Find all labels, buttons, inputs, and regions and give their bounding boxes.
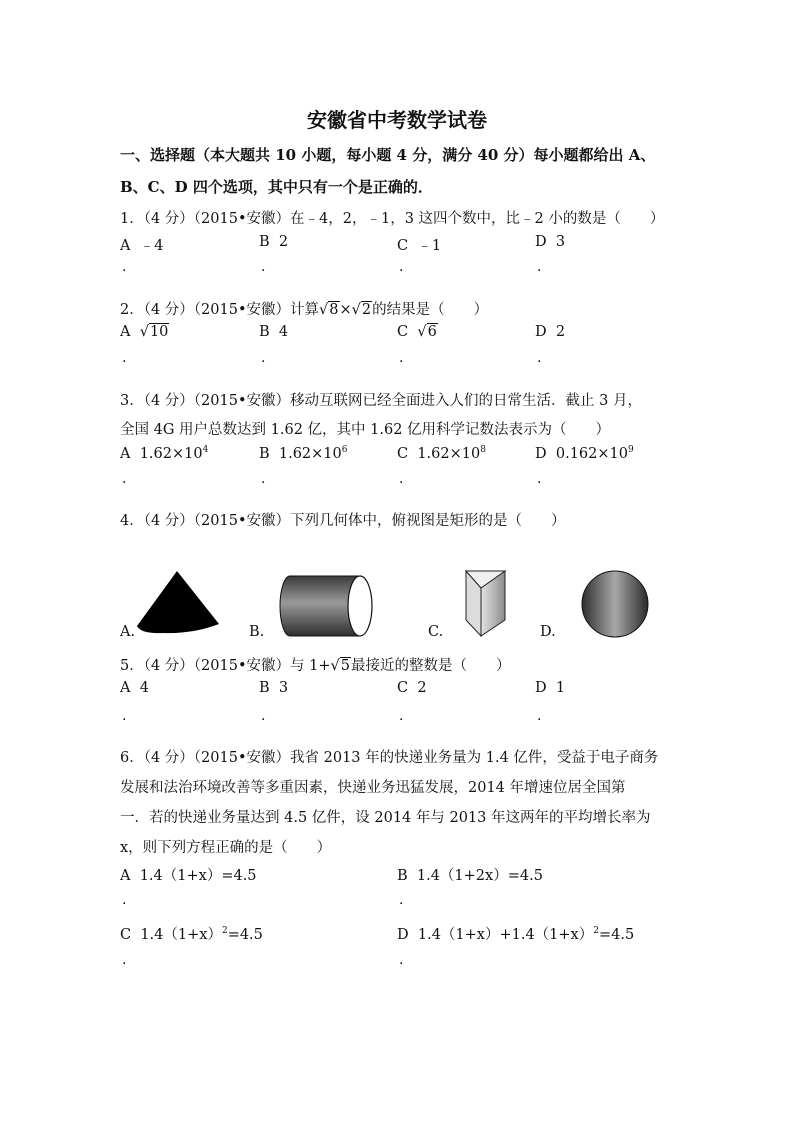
option-dot: .: [261, 259, 266, 275]
option-letter: C: [397, 324, 409, 340]
sphere-figure: [580, 570, 650, 638]
section-heading-line2: B、C、D 四个选项，其中只有一个是正确的．: [120, 178, 433, 196]
radicand: 6: [427, 324, 437, 340]
option-text: ﹣1: [417, 238, 442, 254]
option-dot: .: [122, 708, 127, 724]
cylinder-figure: [278, 574, 376, 638]
option-text: 1.4（1+2x）=4.5: [416, 868, 543, 884]
q4-figure-label-d: D.: [540, 624, 556, 640]
option-letter: B: [259, 324, 270, 340]
sqrt-5: √5: [330, 658, 350, 674]
option-letter: B: [259, 680, 270, 696]
option-letter: D: [535, 446, 547, 462]
option-letter: C: [397, 238, 409, 254]
option-base: 1.4（1+x）: [140, 927, 222, 943]
option-dot: .: [122, 259, 127, 275]
q5-option-b: [259, 680, 288, 696]
option-text: 2: [417, 680, 427, 696]
option-dot: .: [537, 350, 542, 366]
option-dot: .: [122, 350, 127, 366]
q1-option-a: [120, 234, 163, 255]
option-letter: A: [120, 868, 131, 884]
option-base: 1.4（1+x）+1.4（1+x）: [417, 927, 594, 943]
q5-option-a: [120, 680, 149, 696]
option-dot: .: [122, 952, 127, 968]
question-3-stem-line2: 全国 4G 用户总数达到 1.62 亿，其中 1.62 亿用科学记数法表示为（ ）: [120, 422, 611, 438]
cone-figure: [133, 568, 223, 640]
stem-text: 5．（4 分）（2015•安徽）与 1+: [120, 658, 331, 674]
q4-figure-label-c: C.: [428, 624, 444, 640]
option-dot: .: [399, 708, 404, 724]
option-letter: C: [397, 680, 409, 696]
option-letter: D: [397, 927, 409, 943]
option-exponent: 8: [480, 445, 486, 455]
stem-text: 最接近的整数是（ ）: [350, 658, 511, 674]
option-dot: .: [399, 892, 404, 908]
option-text: 2: [555, 324, 566, 340]
option-exponent: 2: [593, 926, 599, 936]
radicand: 5: [340, 658, 350, 674]
q6-option-a: [120, 864, 257, 885]
question-6-stem-line4: x，则下列方程正确的是（ ）: [120, 840, 332, 856]
option-dot: .: [537, 471, 542, 487]
triangular-prism-figure: [463, 568, 509, 640]
option-base: 0.162×10: [555, 446, 628, 462]
option-dot: .: [122, 471, 127, 487]
question-1-stem: 1．（4 分）（2015•安徽）在﹣4，2，﹣1，3 这四个数中，比﹣2 小的数是（ ）: [120, 211, 665, 227]
option-text: 1.4（1+x）=4.5: [139, 868, 257, 884]
option-tail: =4.5: [227, 927, 263, 943]
q3-option-a: [120, 445, 208, 462]
question-3-stem-line1: 3．（4 分）（2015•安徽）移动互联网已经全面进入人们的日常生活．截止 3 月，: [120, 393, 642, 409]
q3-option-c: [397, 445, 486, 462]
option-dot: .: [399, 471, 404, 487]
q4-figure-label-b: B.: [249, 624, 265, 640]
option-letter: B: [259, 234, 270, 250]
option-dot: .: [261, 708, 266, 724]
option-dot: .: [261, 350, 266, 366]
option-text: ﹣4: [139, 238, 164, 254]
question-2-stem: [120, 298, 488, 319]
option-letter: B: [259, 446, 270, 462]
option-letter: C: [120, 927, 132, 943]
option-letter: B: [397, 868, 408, 884]
q3-option-d: [535, 445, 634, 462]
option-text: 4: [139, 680, 149, 696]
option-text: 3: [555, 234, 566, 250]
option-dot: .: [261, 471, 266, 487]
option-text: 1: [555, 680, 566, 696]
option-letter: A: [120, 238, 131, 254]
stem-text: 2．（4 分）（2015•安徽）计算: [120, 302, 320, 318]
q3-option-b: [259, 445, 348, 462]
page-title: 安徽省中考数学试卷: [307, 108, 487, 132]
question-5-stem: [120, 654, 510, 675]
option-dot: .: [399, 350, 404, 366]
times-sign: ×: [339, 302, 352, 318]
option-letter: D: [535, 324, 547, 340]
option-letter: A: [120, 680, 131, 696]
option-text: 2: [278, 234, 289, 250]
section-heading-line1: 一、选择题（本大题共 10 小题，每小题 4 分，满分 40 分）每小题都给出 A、: [120, 146, 656, 164]
option-dot: .: [537, 259, 542, 275]
q5-option-c: [397, 680, 427, 696]
option-dot: .: [399, 259, 404, 275]
option-letter: A: [120, 324, 131, 340]
option-exponent: 6: [341, 445, 348, 455]
sqrt-2: √2: [351, 302, 372, 318]
q2-option-a: [120, 324, 169, 340]
option-exponent: 9: [627, 445, 634, 455]
option-dot: .: [399, 952, 404, 968]
radicand: 10: [149, 324, 169, 340]
q2-option-b: [259, 324, 288, 340]
sqrt-8: √8: [319, 302, 339, 318]
option-base: 1.62×10: [278, 446, 342, 462]
q5-option-d: [535, 680, 565, 696]
option-text: 4: [278, 324, 289, 340]
option-exponent: 2: [221, 926, 228, 936]
q1-option-d: [535, 234, 565, 250]
option-text: 3: [278, 680, 289, 696]
option-letter: A: [120, 446, 131, 462]
option-letter: D: [535, 680, 547, 696]
question-4-stem: 4．（4 分）（2015•安徽）下列几何体中，俯视图是矩形的是（ ）: [120, 513, 566, 529]
radicand: 2: [361, 302, 372, 318]
q1-option-b: [259, 234, 288, 250]
option-base: 1.62×10: [417, 446, 481, 462]
radicand: 8: [329, 302, 339, 318]
q2-option-d: [535, 324, 565, 340]
option-letter: D: [535, 234, 547, 250]
option-dot: .: [122, 892, 127, 908]
q6-option-b: [397, 864, 543, 885]
option-exponent: 4: [202, 445, 209, 455]
q6-option-d: [397, 923, 634, 944]
option-dot: .: [537, 708, 542, 724]
q4-figure-label-a: A.: [120, 624, 136, 640]
option-base: 1.62×10: [139, 446, 203, 462]
sqrt-6: √6: [417, 324, 437, 340]
q2-option-c: [397, 324, 438, 340]
q6-option-c: [120, 923, 263, 944]
question-6-stem-line2: 发展和法治环境改善等多重因素，快递业务迅猛发展，2014 年增速位居全国第: [120, 780, 626, 796]
sqrt-10: √10: [139, 324, 169, 340]
question-6-stem-line1: 6．（4 分）（2015•安徽）我省 2013 年的快递业务量为 1.4 亿件，受益于电子商务: [120, 750, 659, 766]
option-letter: C: [397, 446, 409, 462]
question-6-stem-line3: 一．若的快递业务量达到 4.5 亿件，设 2014 年与 2013 年这两年的平均增长率为: [120, 810, 651, 826]
q1-option-c: [397, 234, 441, 255]
option-tail: =4.5: [598, 927, 635, 943]
stem-text: 的结果是（ ）: [372, 302, 489, 318]
